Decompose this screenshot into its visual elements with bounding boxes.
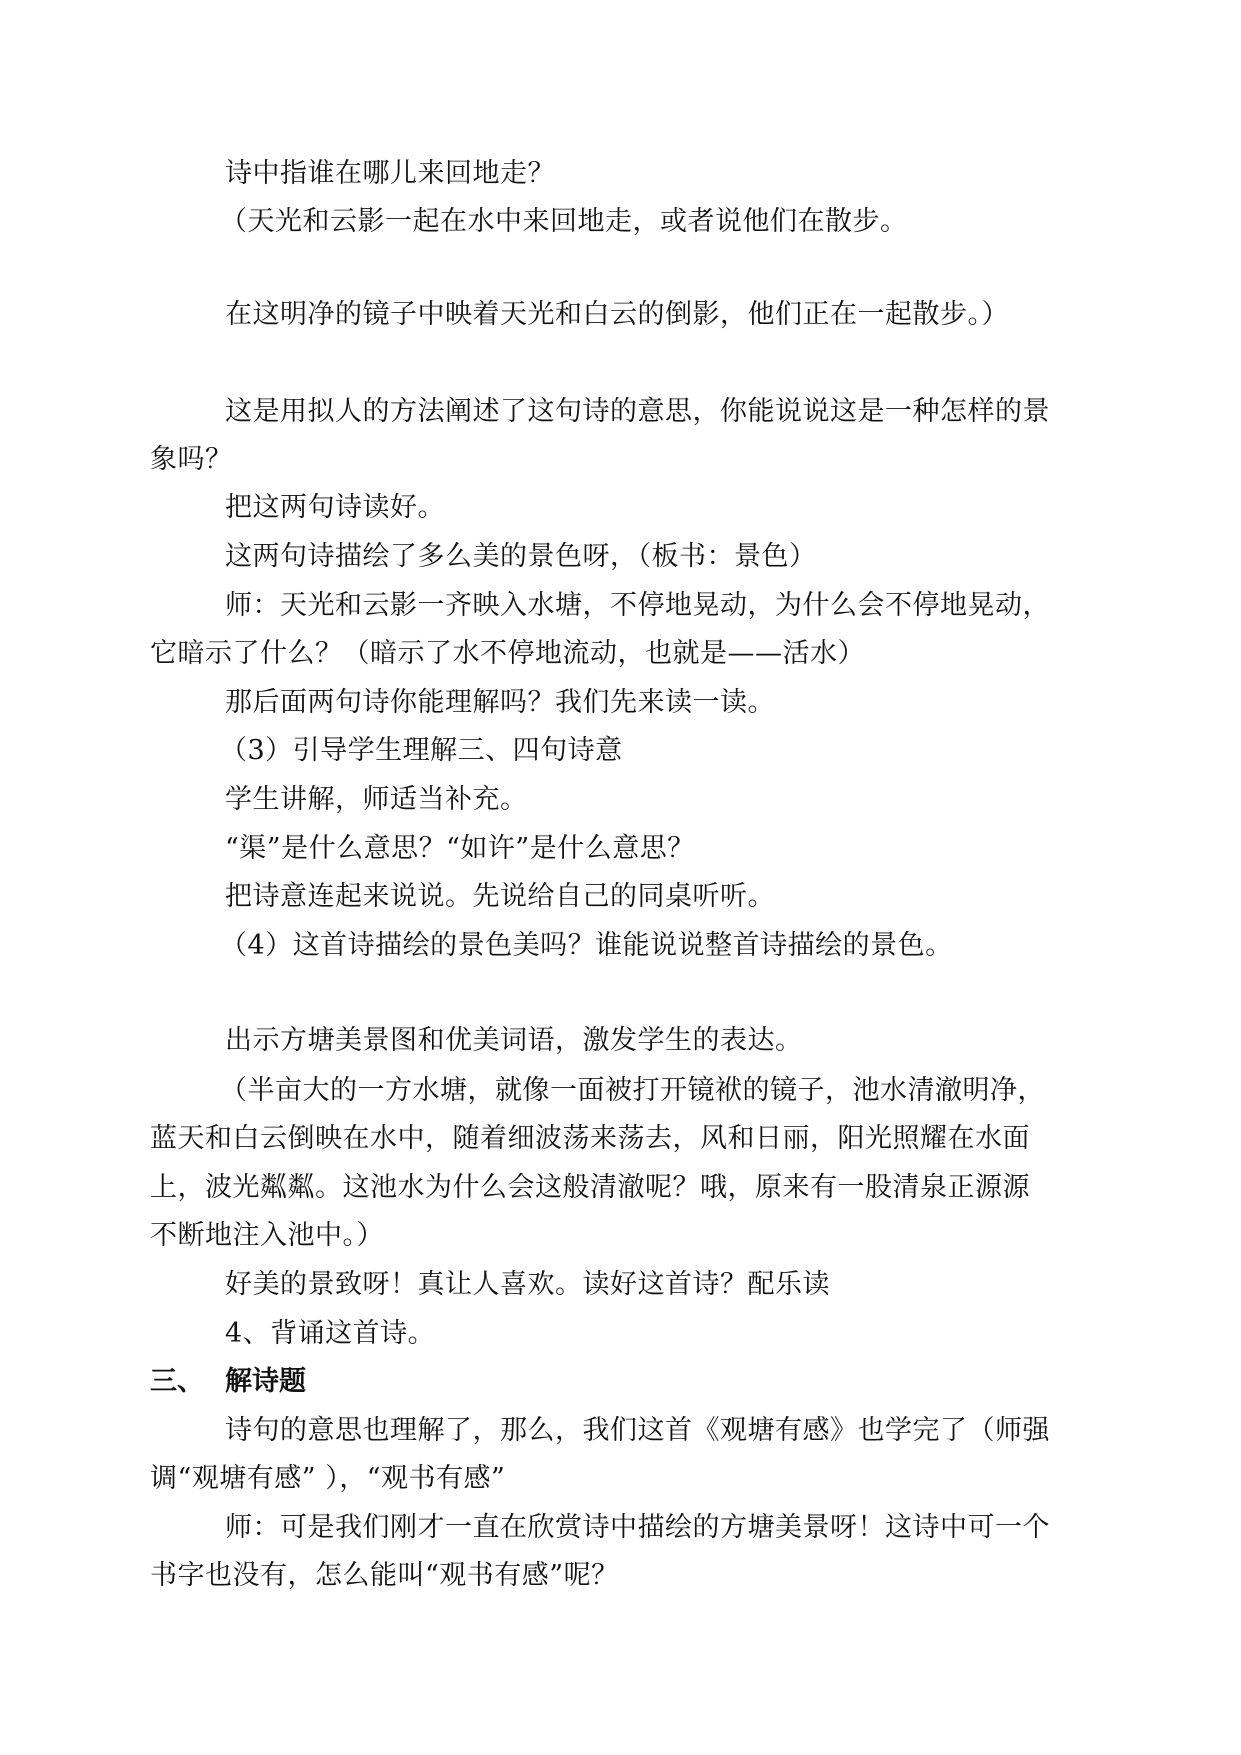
paragraph-line: 书字也没有，怎么能叫“观书有感”呢？ xyxy=(150,1560,619,1591)
paragraph-line: 不断地注入池中。） xyxy=(150,1220,384,1251)
paragraph-line: 在这明净的镜子中映着天光和白云的倒影，他们正在一起散步。） xyxy=(225,299,1009,330)
paragraph-line: （4）这首诗描绘的景色美吗？谁能说说整首诗描绘的景色。 xyxy=(220,930,953,961)
paragraph-line: （天光和云影一起在水中来回地走，或者说他们在散步。 xyxy=(220,206,908,237)
paragraph-line: （半亩大的一方水塘，就像一面被打开镜袱的镜子，池水清澈明净， xyxy=(220,1075,1045,1106)
paragraph-line: 蓝天和白云倒映在水中，随着细波荡来荡去，风和日丽，阳光照耀在水面 xyxy=(150,1123,1030,1154)
paragraph-line: “渠”是什么意思？“如许”是什么意思？ xyxy=(225,833,695,864)
paragraph-line: 这两句诗描绘了多么美的景色呀，（板书：景色） xyxy=(225,541,817,572)
paragraph-line: 学生讲解，师适当补充。 xyxy=(225,784,528,815)
paragraph-line: 象吗？ xyxy=(150,444,233,475)
paragraph-line: 它暗示了什么？（暗示了水不停地流动，也就是——活水） xyxy=(150,638,865,669)
paragraph-line: 这是用拟人的方法阐述了这句诗的意思，你能说说这是一种怎样的景 xyxy=(225,396,1050,427)
paragraph-line: 诗句的意思也理解了，那么，我们这首《观塘有感》也学完了（师强 xyxy=(225,1415,1050,1446)
paragraph-line: （3）引导学生理解三、四句诗意 xyxy=(220,735,623,766)
paragraph-line: 出示方塘美景图和优美词语，激发学生的表达。 xyxy=(225,1025,803,1056)
paragraph-line: 4、背诵这首诗。 xyxy=(225,1318,436,1349)
section-title: 解诗题 xyxy=(225,1366,306,1397)
section-number: 三、 xyxy=(150,1366,204,1397)
paragraph-line: 师：天光和云影一齐映入水塘，不停地晃动，为什么会不停地晃动， xyxy=(225,590,1050,621)
paragraph-line: 把诗意连起来说说。先说给自己的同桌听听。 xyxy=(225,881,775,912)
section-heading xyxy=(150,1362,306,1402)
paragraph-line: 调“观塘有感” ），“观书有感” xyxy=(150,1463,506,1494)
paragraph-line: 上，波光粼粼。这池水为什么会这般清澈呢？哦，原来有一股清泉正源源 xyxy=(150,1172,1030,1203)
paragraph-line: 把这两句诗读好。 xyxy=(225,492,445,523)
paragraph-line: 诗中指谁在哪儿来回地走？ xyxy=(225,158,555,189)
paragraph-line: 那后面两句诗你能理解吗？我们先来读一读。 xyxy=(225,687,775,718)
paragraph-line: 师：可是我们刚才一直在欣赏诗中描绘的方塘美景呀！这诗中可一个 xyxy=(225,1512,1050,1543)
paragraph-line: 好美的景致呀！真让人喜欢。读好这首诗？配乐读 xyxy=(225,1269,830,1300)
